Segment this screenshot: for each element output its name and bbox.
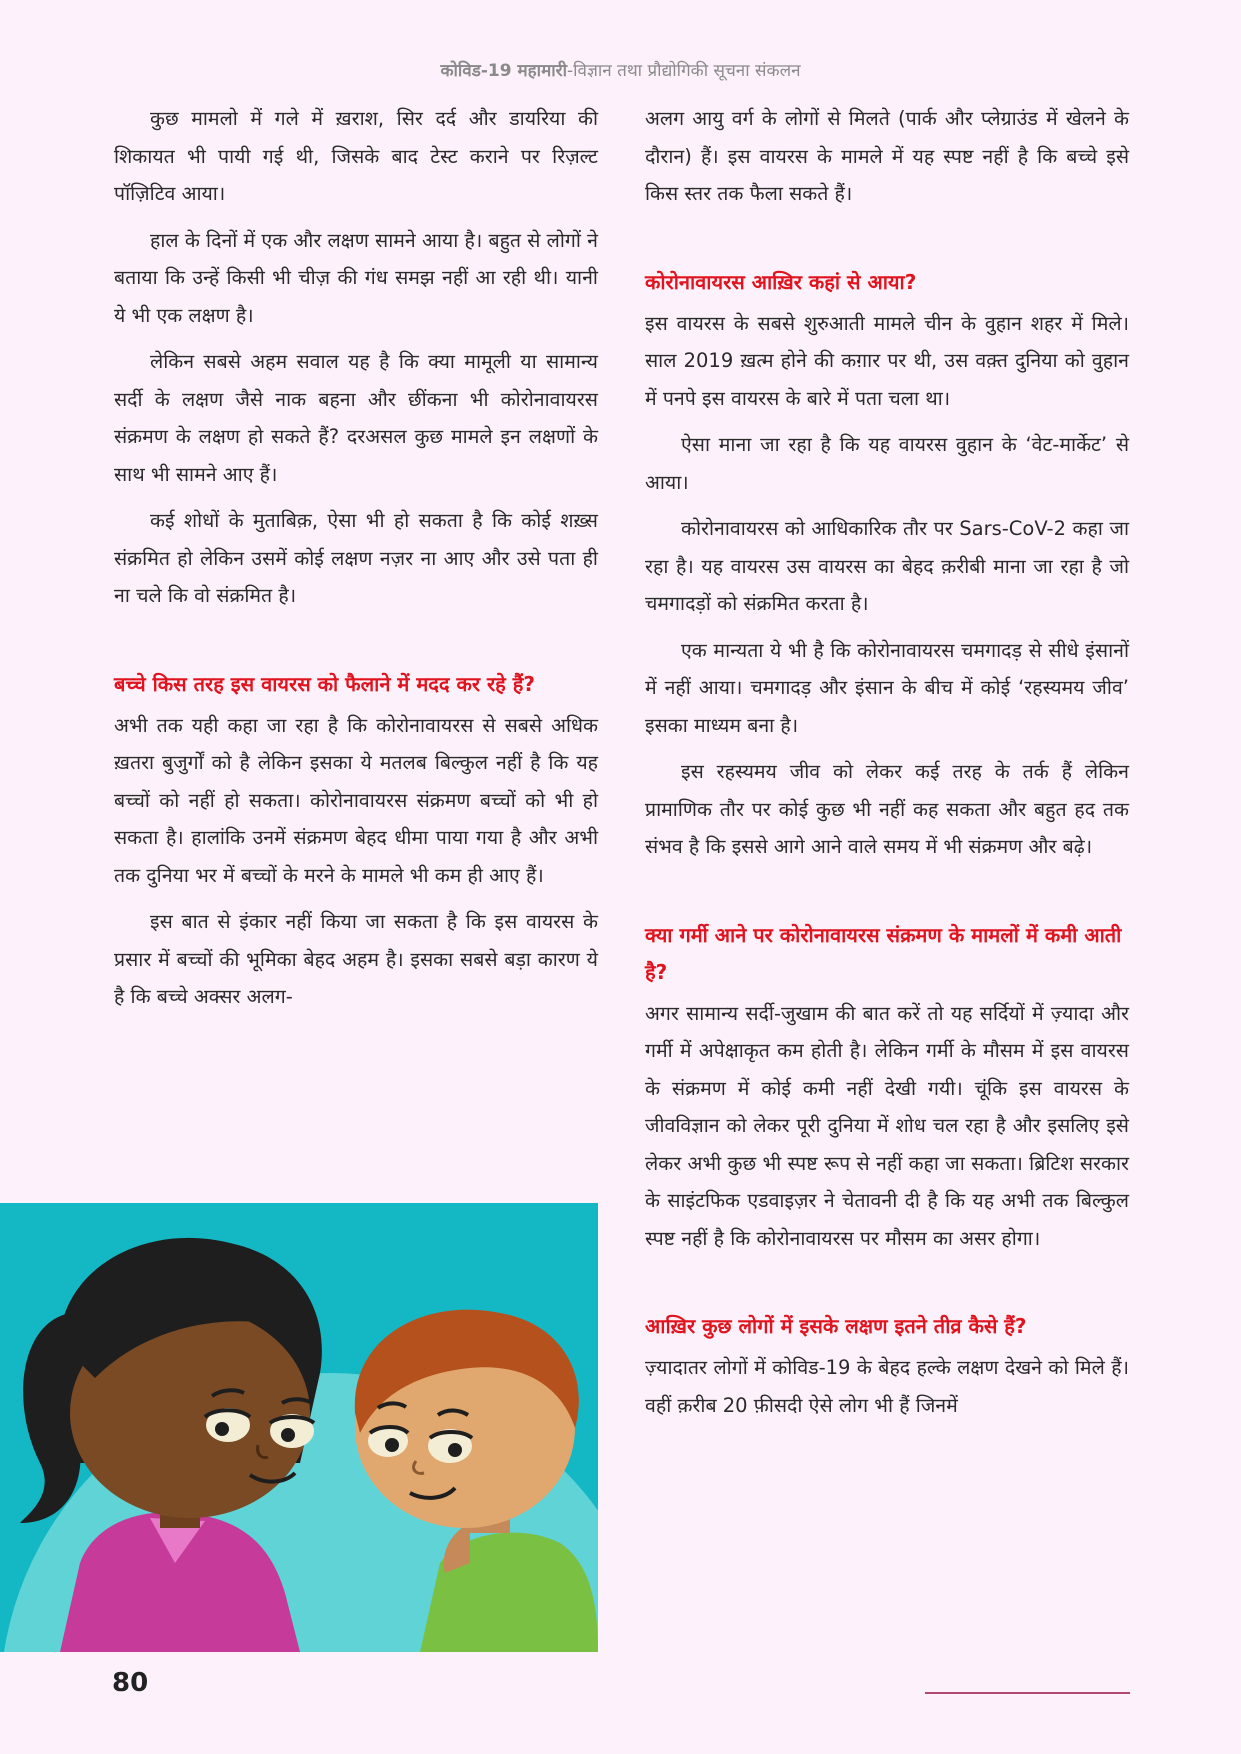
running-header bbox=[0, 58, 1241, 81]
page-number: 80 bbox=[112, 1668, 149, 1698]
right-paragraph-8: ज़्यादातर लोगों में कोविड-19 के बेहद हल्के लक्षण देखने को मिले हैं। वहीं क़रीब 20 फ़ीसदी ऐसे लोग भी हैं जिनमें bbox=[645, 1356, 1129, 1417]
header-title-bold: कोविड-19 महामारी bbox=[440, 61, 567, 81]
section-gap bbox=[114, 624, 598, 666]
right-paragraph-7: अगर सामान्य सर्दी-जुखाम की बात करें तो यह सर्दियों में ज़्यादा और गर्मी में अपेक्षाकृत कम होती है। लेकिन गर्मी के मौसम में इस वायरस के संक्रमण में कोई कमी नहीं देखी गयी। चूंकि इस वायरस के जीवविज्ञान को लेकर पूरी दुनिया में शोध चल रहा है और इसलिए इसे लेकर अभी कुछ भी स्पष्ट रूप से नहीं कहा जा सकता। ब्रिटिश सरकार के साइंटफिक एडवाइज़र ने चेतावनी दी है कि यह अभी तक बिल्कुल स्पष्ट नहीं है कि कोरोनावायरस पर मौसम का असर होगा। bbox=[645, 1001, 1129, 1250]
left-column bbox=[114, 100, 598, 1025]
header-title-rest: -विज्ञान तथा प्रौद्योगिकी सूचना संकलन bbox=[567, 61, 801, 81]
section-heading-origin: कोरोनावायरस आख़िर कहां से आया? bbox=[645, 269, 917, 294]
footer-rule bbox=[925, 1692, 1130, 1694]
section-heading-severity: आख़िर कुछ लोगों में इसके लक्षण इतने तीव्र कैसे हैं? bbox=[645, 1314, 1027, 1338]
right-column bbox=[645, 100, 1129, 1433]
right-paragraph-2: इस वायरस के सबसे शुरुआती मामले चीन के वुहान शहर में मिले। साल 2019 ख़त्म होने की कग़ार पर थी, उस वक़्त दुनिया को वुहान में पनपे इस वायरस के बारे में पता चला था। bbox=[645, 311, 1129, 410]
section-heading-summer: क्या गर्मी आने पर कोरोनावायरस संक्रमण के मामलों में कमी आती है? bbox=[645, 922, 1122, 984]
left-paragraph-5: अभी तक यही कहा जा रहा है कि कोरोनावायरस से सबसे अधिक ख़तरा बुजुर्गों को है लेकिन इसका ये मतलब बिल्कुल नहीं है कि यह बच्चों को नहीं हो सकता। कोरोनावायरस संक्रमण बच्चों को भी हो सकता है। हालांकि उनमें संक्रमण बेहद धीमा पाया गया है और अभी तक दुनिया भर में बच्चों के मरने के मामले भी कम ही आए हैं। bbox=[114, 713, 598, 887]
section-gap bbox=[645, 875, 1129, 917]
left-paragraph-2: हाल के दिनों में एक और लक्षण सामने आया है। बहुत से लोगों ने बताया कि उन्हें किसी भी चीज़ की गंध समझ नहीं आ रही थी। यानी ये भी एक लक्षण है। bbox=[114, 228, 598, 327]
section-gap bbox=[645, 1266, 1129, 1308]
right-paragraph-3: ऐसा माना जा रहा है कि यह वायरस वुहान के ‘वेट-मार्केट’ से आया। bbox=[645, 433, 1129, 494]
section-heading-children: बच्चे किस तरह इस वायरस को फैलाने में मदद कर रहे हैं? bbox=[114, 671, 535, 696]
right-paragraph-4: कोरोनावायरस को आधिकारिक तौर पर Sars-CoV-2 कहा जा रहा है। यह वायरस उस वायरस का बेहद क़रीबी माना जा रहा है जो चमगादड़ों को संक्रमित करता है। bbox=[645, 517, 1129, 615]
right-paragraph-5: एक मान्यता ये भी है कि कोरोनावायरस चमगादड़ से सीधे इंसानों में नहीं आया। चमगादड़ और इंसान के बीच में कोई ‘रहस्यमय जीव’ इसका माध्यम बना है। bbox=[645, 638, 1129, 737]
section-gap bbox=[645, 222, 1129, 264]
left-paragraph-1: कुछ मामलो में गले में ख़राश, सिर दर्द और डायरिया की शिकायत भी पायी गई थी, जिसके बाद टेस्ट कराने पर रिज़ल्ट पॉज़िटिव आया। bbox=[114, 107, 598, 205]
children-illustration bbox=[0, 1203, 598, 1652]
left-paragraph-4: कई शोधों के मुताबिक़, ऐसा भी हो सकता है कि कोई शख़्स संक्रमित हो लेकिन उसमें कोई लक्षण नज़र ना आए और उसे पता ही ना चले कि वो संक्रमित है। bbox=[114, 509, 598, 607]
right-paragraph-6: इस रहस्यमय जीव को लेकर कई तरह के तर्क हैं लेकिन प्रामाणिक तौर पर कोई कुछ भी नहीं कह सकता और बहुत हद तक संभव है कि इससे आगे आने वाले समय में भी संक्रमण और बढ़े। bbox=[645, 760, 1129, 858]
left-paragraph-3: लेकिन सबसे अहम सवाल यह है कि क्या मामूली या सामान्य सर्दी के लक्षण जैसे नाक बहना और छींकना भी कोरोनावायरस संक्रमण के लक्षण हो सकते हैं? दरअसल कुछ मामले इन लक्षणों के साथ भी सामने आए हैं। bbox=[114, 350, 598, 486]
two-children-cartoon bbox=[0, 1203, 598, 1652]
right-paragraph-1: अलग आयु वर्ग के लोगों से मिलते (पार्क और प्लेग्राउंड में खेलने के दौरान) हैं। इस वायरस के मामले में यह स्पष्ट नहीं है कि बच्चे इसे किस स्तर तक फैला सकते हैं। bbox=[645, 107, 1129, 205]
left-paragraph-6: इस बात से इंकार नहीं किया जा सकता है कि इस वायरस के प्रसार में बच्चों की भूमिका बेहद अहम है। इसका सबसे बड़ा कारण ये है कि बच्चे अक्सर अलग- bbox=[114, 910, 598, 1008]
